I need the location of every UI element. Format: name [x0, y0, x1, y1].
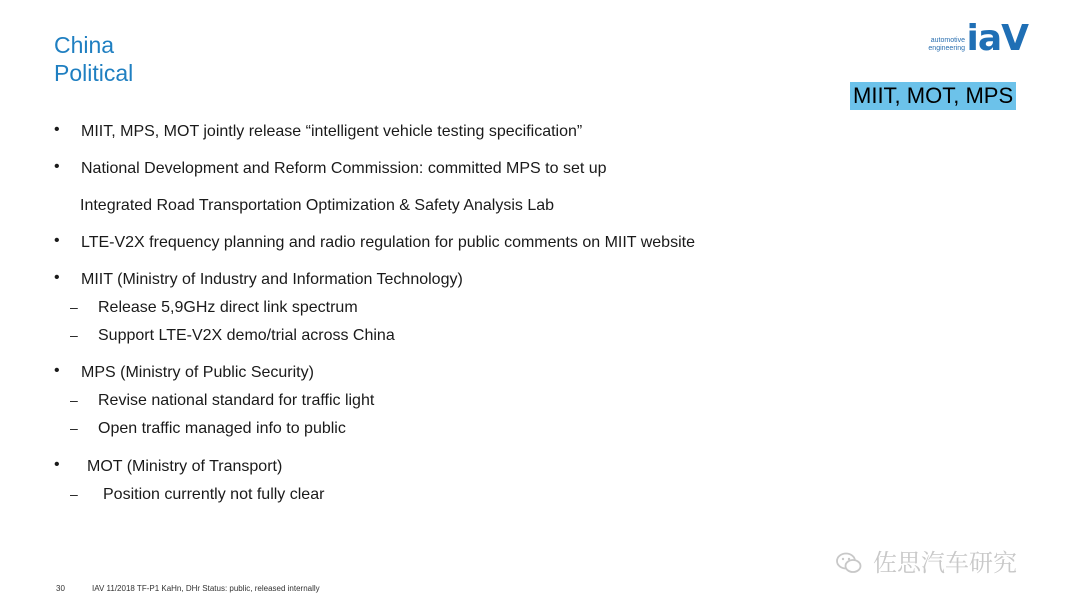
- slide-title: [54, 31, 133, 87]
- logo-wordmark: iaV: [966, 18, 1028, 59]
- highlight-tag: MIIT, MOT, MPS: [850, 82, 1016, 110]
- sub-list-item: Support LTE-V2X demo/trial across China: [98, 327, 395, 344]
- iav-logo: [924, 18, 1028, 59]
- watermark-text: 佐思汽车研究: [873, 549, 1017, 577]
- list-item: MPS (Ministry of Public Security): [81, 364, 314, 381]
- dash-icon: –: [70, 392, 78, 408]
- list-item: MIIT (Ministry of Industry and Information Technology): [81, 271, 463, 288]
- dash-icon: –: [70, 299, 78, 315]
- bullet-icon: •: [54, 456, 60, 473]
- dash-icon: –: [70, 420, 78, 436]
- dash-icon: –: [70, 486, 78, 502]
- bullet-icon: •: [54, 121, 60, 138]
- logo-subtitle: [928, 37, 965, 53]
- wechat-icon: [836, 552, 869, 577]
- sub-list-item: Release 5,9GHz direct link spectrum: [98, 299, 358, 316]
- bullet-icon: •: [54, 158, 60, 175]
- logo-subtitle-line-2: engineering: [928, 45, 965, 52]
- list-item: MIIT, MPS, MOT jointly release “intelligent vehicle testing specification”: [81, 123, 583, 140]
- bullet-icon: •: [54, 269, 60, 286]
- sub-list-item: Position currently not fully clear: [103, 486, 325, 503]
- bullet-icon: •: [54, 232, 60, 249]
- list-item: MOT (Ministry of Transport): [87, 458, 283, 475]
- footer-meta: IAV 11/2018 TF-P1 KaHn, DHr Status: public, released internally: [92, 584, 320, 593]
- page-number: 30: [56, 584, 65, 593]
- bullet-icon: •: [54, 362, 60, 379]
- title-line-2: Political: [54, 60, 134, 86]
- list-item: LTE-V2X frequency planning and radio regulation for public comments on MIIT website: [81, 234, 695, 251]
- sub-list-item: Open traffic managed info to public: [98, 420, 346, 437]
- title-line-1: China: [54, 32, 115, 58]
- list-item-continuation: Integrated Road Transportation Optimization & Safety Analysis Lab: [80, 197, 555, 214]
- list-item: National Development and Reform Commission: committed MPS to set up: [81, 160, 607, 177]
- watermark: [836, 543, 1017, 578]
- logo-subtitle-line-1: automotive: [930, 37, 965, 44]
- sub-list-item: Revise national standard for traffic light: [98, 392, 375, 409]
- dash-icon: –: [70, 327, 78, 343]
